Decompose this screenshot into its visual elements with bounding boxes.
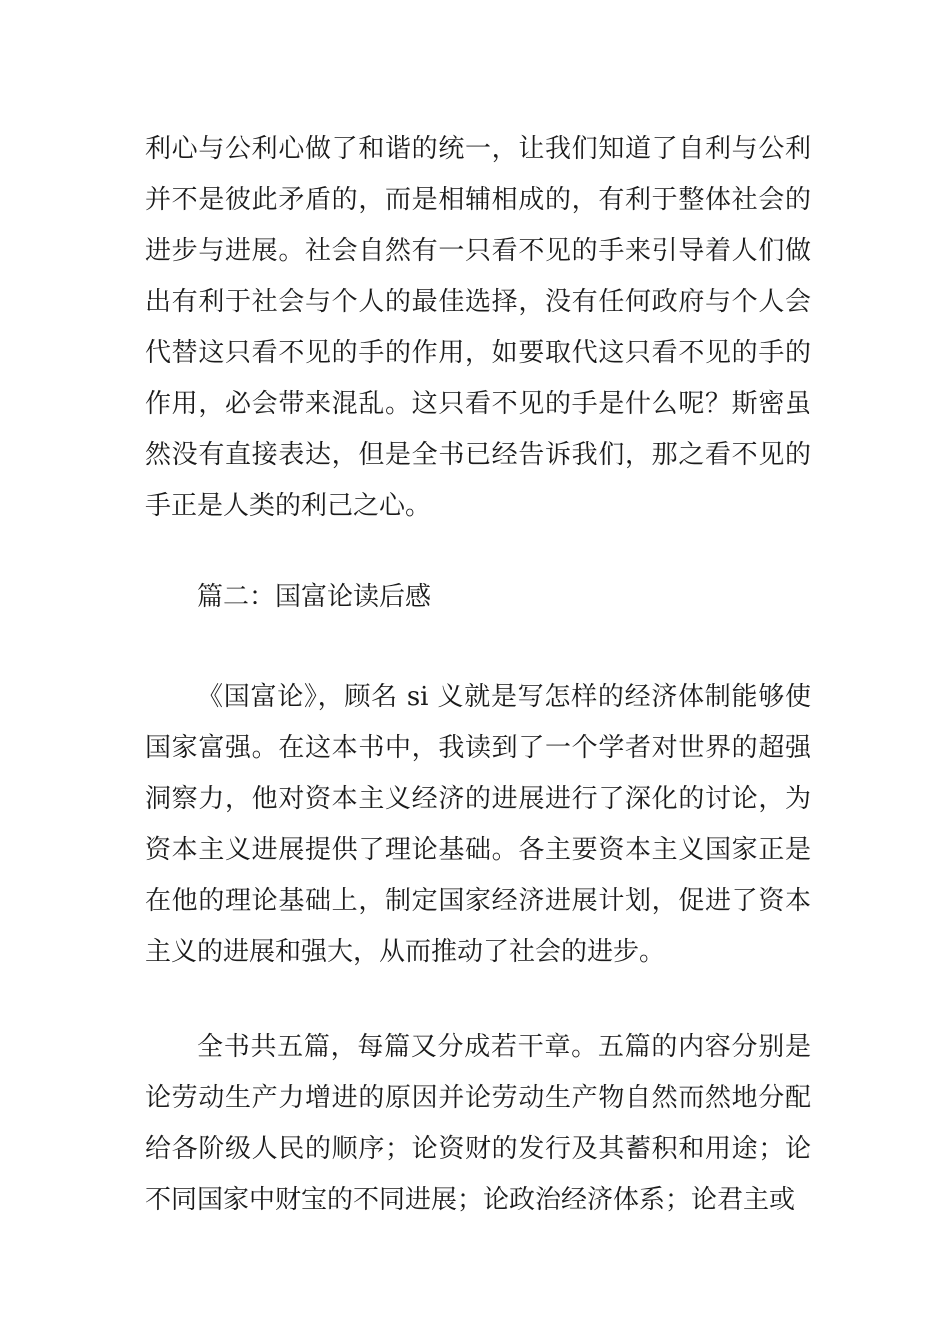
section-heading: 篇二：国富论读后感	[197, 582, 432, 612]
paragraph-intro: 《国富论》，顾名 si 义就是写怎样的经济体制能够使国家富强。在这本书中，我读到了一个学者对世界的超强洞察力，他对资本主义经济的进展进行了深化的讨论，为资本主义进展提供了理论基础。各主要资本主义国家正是在他的理论基础上，制定国家经济进展计划，促进了资本主义的进展和强大，从而推动了社会的进步。	[145, 682, 811, 967]
paragraph-continuation: 利心与公利心做了和谐的统一，让我们知道了自利与公利并不是彼此矛盾的，而是相辅相成的，有利于整体社会的进步与进展。社会自然有一只看不见的手来引导着人们做出有利于社会与个人的最佳选择，没有任何政府与个人会代替这只看不见的手的作用，如要取代这只看不见的手的作用，必会带来混乱。这只看不见的手是什么呢？斯密虽然没有直接表达，但是全书已经告诉我们，那之看不见的手正是人类的利己之心。	[145, 134, 811, 521]
paragraph-structure: 全书共五篇，每篇又分成若干章。五篇的内容分别是论劳动生产力增进的原因并论劳动生产物自然而然地分配给各阶级人民的顺序；论资财的发行及其蓄积和用途；论不同国家中财宝的不同进展；论政治经济体系；论君主或	[145, 1032, 811, 1215]
